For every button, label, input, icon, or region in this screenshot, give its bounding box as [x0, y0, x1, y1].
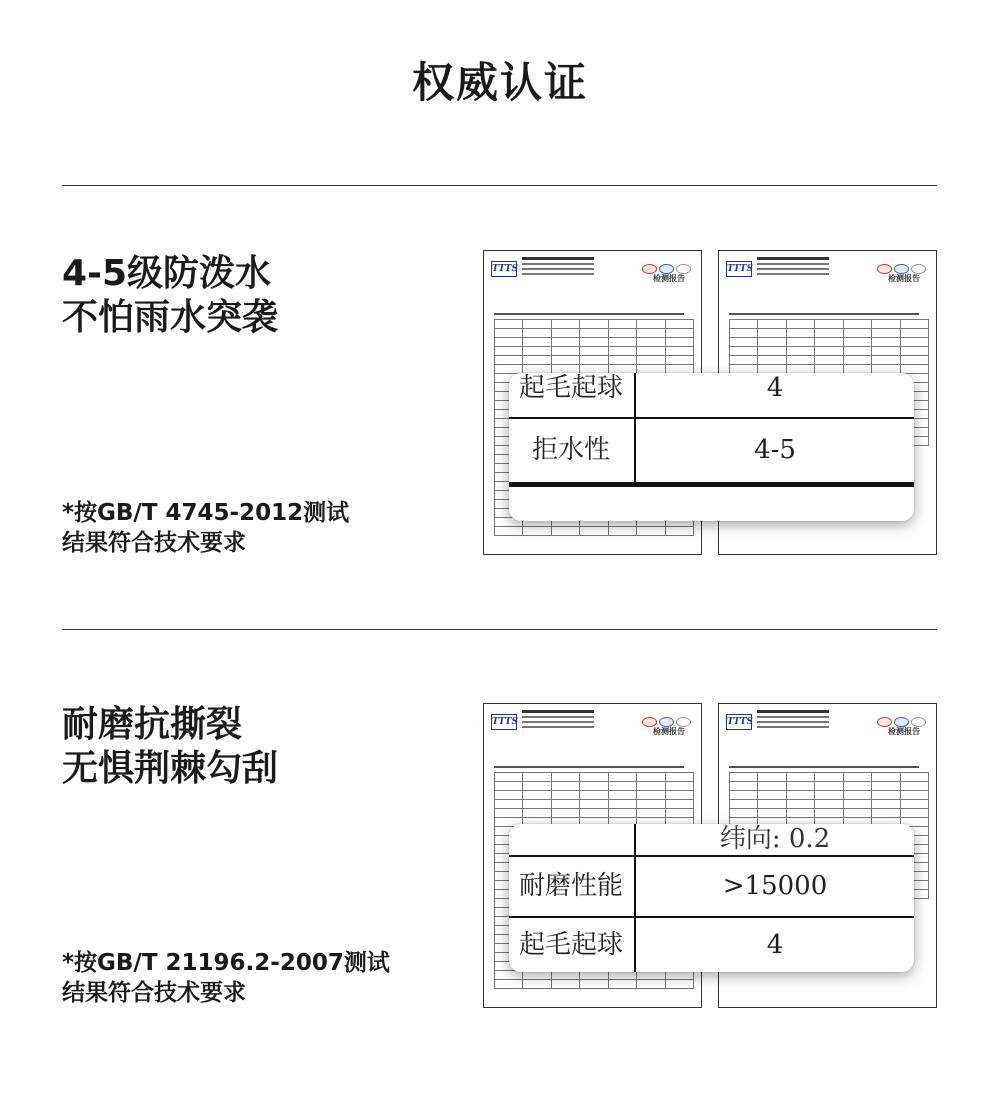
section-headline: 4-5级防泼水 不怕雨水突袭 [62, 253, 279, 338]
lab-logo: TTTS [491, 714, 517, 730]
result-label: 拒水性 [531, 435, 610, 465]
report-title: 检测报告 [888, 274, 920, 283]
section-divider [62, 185, 937, 186]
result-label: 耐磨性能 [518, 871, 623, 901]
result-value: 4 [766, 930, 784, 960]
report-title: 检测报告 [653, 274, 685, 283]
test-standard-note: *按GB/T 4745-2012测试 结果符合技术要求 [62, 500, 350, 556]
report-title: 检测报告 [888, 727, 920, 736]
result-value: 纬向: 0.2 [719, 824, 831, 854]
result-value: 4 [766, 373, 784, 403]
lab-logo: TTTS [491, 261, 517, 277]
report-title: 检测报告 [653, 727, 685, 736]
zoomed-result-panel [509, 824, 914, 972]
result-label: 起毛起球 [518, 373, 623, 403]
lab-logo: TTTS [726, 261, 752, 277]
lab-logo: TTTS [726, 714, 752, 730]
zoomed-result-panel [509, 373, 914, 521]
section-divider [62, 629, 937, 630]
page-title: 权威认证 [411, 58, 588, 107]
result-label: 起毛起球 [518, 930, 623, 960]
result-value: 4-5 [754, 435, 796, 465]
result-value: >15000 [722, 871, 828, 901]
section-headline: 耐磨抗撕裂 无惧荆棘勾刮 [62, 704, 279, 789]
test-standard-note: *按GB/T 21196.2-2007测试 结果符合技术要求 [62, 950, 390, 1006]
